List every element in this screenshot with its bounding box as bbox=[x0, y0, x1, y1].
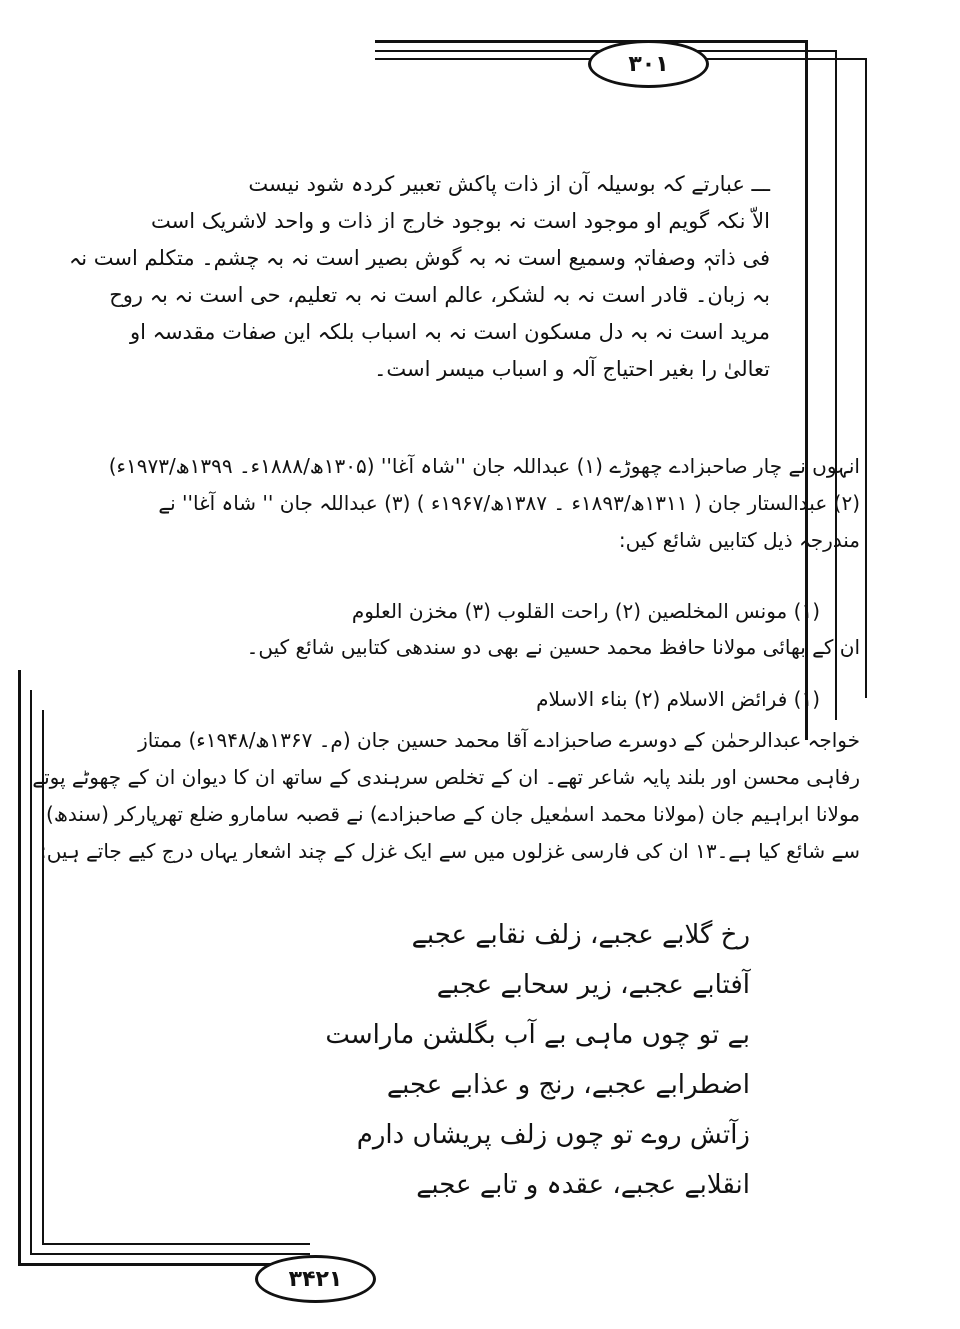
frame-right-line-3 bbox=[865, 58, 867, 698]
books-list-line: (۱) مونس المخلصین (۲) راحت القلوب (۳) مخزن العلوم bbox=[351, 599, 820, 623]
paragraph-line: مندرجہ ذیل کتابیں شائع کیں: bbox=[618, 528, 860, 552]
quote-line: فی ذاتہٖ وصفاتہٖ وسمیع است نہ بہ گوش بصیر است نہ بہ چشم۔ متکلم است نہ bbox=[68, 246, 770, 270]
paragraph-sons bbox=[95, 448, 860, 559]
bottom-page-number: ۳۴۲۱ bbox=[255, 1255, 376, 1303]
verse-line: اضطرابے عجبے، رنج و عذابے عجبے bbox=[386, 1070, 750, 1100]
quote-line: مرید است نہ بہ دل مسکون است نہ بہ اسباب بلکہ این صفات مقدسہ او bbox=[129, 320, 770, 344]
quote-line: الاّ نکہ گویم او موجود است نہ بوجود خارج از ذات و واحد لاشریک است bbox=[151, 209, 770, 233]
quote-line: تعالیٰ را بغیر احتیاج آلہ و اسباب میسر است۔ bbox=[374, 357, 770, 381]
brother-paragraph bbox=[246, 630, 860, 664]
frame-bottom-line-inner bbox=[30, 1253, 310, 1255]
paragraph-line: مولانا ابراہیم جان (مولانا محمد اسمٰعیل جان کے صاحبزادے) نے قصبہ سامارو ضلع تھرپارکر (سندھ) bbox=[46, 802, 860, 826]
quote-line: ـــ عبارتے کہ بوسیلہ آن از ذات پاکش تعبیر کردہ شود نیست bbox=[248, 172, 770, 196]
verse-line: رخ گلابے عجبے، زلف نقابے عجبے bbox=[411, 920, 750, 950]
top-page-number: ۳۰۱ bbox=[588, 40, 709, 88]
paragraph-line: انہوں نے چار صاحبزادے چھوڑے (۱) عبداللہ جان ''شاہ آغا'' (۱۳۰۵ھ/۱۸۸۸ء۔ ۱۳۹۹ھ/۱۹۷۳ء) bbox=[108, 454, 860, 478]
paragraph-poet bbox=[32, 722, 860, 870]
books-list-2 bbox=[440, 682, 820, 716]
paragraph-line: ان کے بھائی مولانا حافظ محمد حسین نے بھی دو سندھی کتابیں شائع کیں۔ bbox=[246, 635, 860, 659]
verse-line: زآتش روے تو چوں زلف پریشاں دارم bbox=[356, 1120, 750, 1150]
frame-right-line-inner bbox=[835, 50, 837, 720]
verse-line: بے تو چوں ماہی بے آب بگلشن ماراست bbox=[325, 1020, 750, 1050]
verse-line: انقلابے عجبے، عقدہ و تابے عجبے bbox=[416, 1170, 750, 1200]
frame-top-line-outer bbox=[375, 40, 805, 43]
quote-block bbox=[68, 166, 770, 388]
verse-block bbox=[180, 910, 780, 1210]
paragraph-line: (۲) عبدالستار جان ( ۱۳۱۱ھ/۱۸۹۳ء ۔ ۱۳۸۷ھ/۱۹۶۷ء ) (۳) عبداللہ جان '' شاہ آغا'' نے bbox=[158, 491, 860, 515]
quote-line: بہ زبان۔ قادر است نہ بہ لشکر، عالم است نہ بہ تعلیم، حی است نہ بہ روح bbox=[109, 283, 770, 307]
paragraph-line: خواجہ عبدالرحمٰن کے دوسرے صاحبزادے آقا محمد حسین جان (م۔ ۱۳۶۷ھ/۱۹۴۸ء) ممتاز bbox=[138, 728, 860, 752]
verse-line: آفتابے عجبے، زیر سحابے عجبے bbox=[436, 970, 750, 1000]
frame-left-line-outer bbox=[18, 670, 21, 1265]
books-list-line: (۱) فرائض الاسلام (۲) بناء الاسلام bbox=[536, 687, 820, 711]
frame-bottom-line-3 bbox=[42, 1243, 310, 1245]
paragraph-line: رفاہی محسن اور بلند پایہ شاعر تھے۔ ان کے تخلص سرہندی کے ساتھ ان کا دیوان ان کے چھوٹے پوتے bbox=[32, 765, 860, 789]
books-list-1 bbox=[300, 594, 820, 628]
paragraph-line: سے شائع کیا ہے۔۱۳ ان کی فارسی غزلوں میں سے ایک غزل کے چند اشعار یہاں درج کیے جاتے ہیں: bbox=[39, 839, 860, 863]
